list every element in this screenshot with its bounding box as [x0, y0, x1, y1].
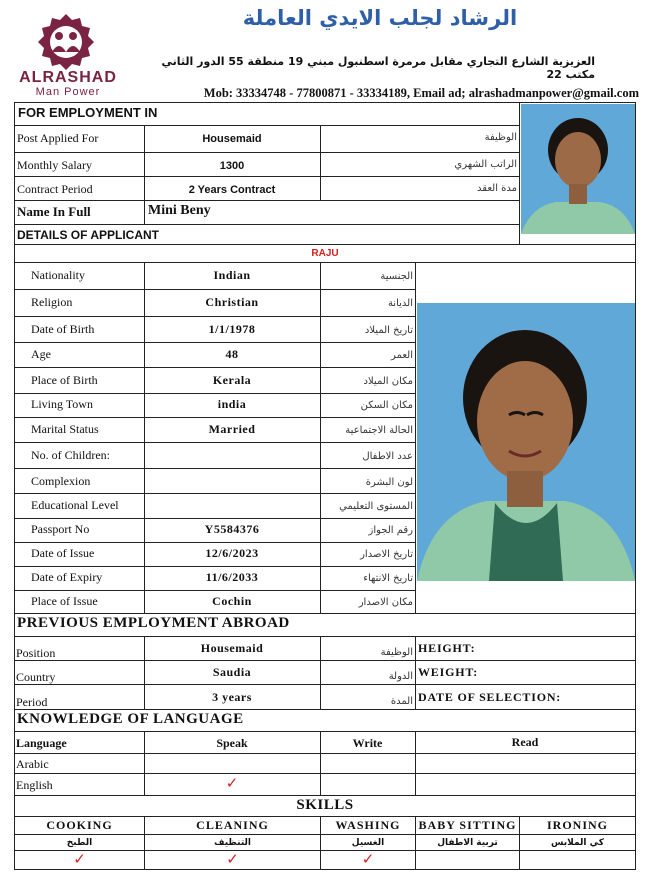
- applicant-row-arabic: مكان الميلاد: [363, 376, 413, 387]
- applicant-row-label: Date of Birth: [31, 322, 95, 336]
- skill-arabic: كي الملابس: [551, 838, 604, 848]
- applicant-row-label: Marital Status: [31, 422, 99, 436]
- applicant-row-arabic: لون البشرة: [365, 477, 413, 488]
- previous-row-right-label: WEIGHT:: [418, 665, 479, 679]
- applicant-row-value: Kerala: [212, 373, 252, 387]
- applicant-row-value: Y5584376: [204, 522, 260, 536]
- applicant-row-label: Complexion: [31, 474, 91, 488]
- employment-row-arabic: الراتب الشهري: [454, 159, 517, 170]
- applicant-row-value: 11/6/2033: [205, 570, 259, 584]
- previous-row-label: Period: [16, 695, 48, 709]
- applicant-row-value: Married: [208, 422, 256, 436]
- applicant-row-value: 12/6/2023: [205, 546, 259, 560]
- applicant-row-arabic: مكان الاصدار: [358, 597, 413, 608]
- brand-subtitle: Man Power: [35, 86, 101, 98]
- skill-mark: ✓: [361, 852, 375, 866]
- applicant-row-value: Cochin: [212, 594, 252, 608]
- applicant-row-value: Indian: [213, 268, 251, 282]
- applicant-row-arabic: تاريخ الاصدار: [360, 549, 413, 560]
- language-row-name: Arabic: [16, 757, 49, 771]
- employment-row-label: Monthly Salary: [17, 158, 92, 172]
- skills-section-title: SKILLS: [296, 798, 354, 812]
- applicant-row-arabic: تاريخ الميلاد: [364, 325, 413, 336]
- name-in-full-label: Name In Full: [17, 205, 91, 219]
- language-header-speak: Speak: [216, 736, 248, 750]
- skill-name: CLEANING: [196, 818, 269, 832]
- applicant-row-value: 1/1/1978: [208, 322, 256, 336]
- applicant-row-arabic: مكان السكن: [360, 400, 413, 411]
- previous-row-value: Saudia: [212, 665, 252, 679]
- language-section-title: KNOWLEDGE OF LANGUAGE: [17, 712, 244, 726]
- previous-row-value: 3 years: [212, 690, 252, 704]
- skill-name: WASHING: [335, 818, 401, 832]
- previous-row-label: Position: [16, 646, 56, 660]
- previous-row-arabic: الوظيفة: [380, 647, 413, 658]
- applicant-photo-small: [521, 104, 635, 234]
- applicant-row-label: Religion: [31, 295, 73, 309]
- skill-name: BABY SITTING: [418, 818, 517, 832]
- language-header-read: Read: [511, 735, 539, 749]
- skill-arabic: الغسيل: [351, 838, 385, 848]
- portrait-large-icon: [417, 303, 635, 581]
- skill-name: IRONING: [546, 818, 608, 832]
- applicant-row-arabic: العمر: [391, 350, 413, 361]
- employment-row-value: 2 Years Contract: [188, 184, 276, 196]
- portrait-small-icon: [521, 104, 635, 234]
- applicant-row-label: Nationality: [31, 268, 85, 282]
- applicant-row-arabic: المستوى التعليمي: [339, 501, 413, 512]
- employment-row-label: Post Applied For: [17, 131, 99, 145]
- applicant-row-value: 48: [225, 347, 239, 361]
- agent-name: RAJU: [311, 248, 339, 259]
- previous-row-right-label: HEIGHT:: [418, 641, 476, 655]
- brand-name: ALRASHAD: [19, 69, 117, 86]
- employment-row-arabic: مدة العقد: [477, 183, 517, 194]
- previous-row-arabic: المدة: [390, 696, 413, 707]
- skill-arabic: التنظيف: [214, 838, 251, 848]
- applicant-row-label: Date of Issue: [31, 546, 95, 560]
- skill-mark: ✓: [226, 852, 239, 866]
- applicant-photo-large: [417, 303, 635, 581]
- language-row-name: English: [16, 778, 53, 792]
- applicant-row-arabic: الجنسية: [380, 271, 413, 282]
- applicant-row-arabic: تاريخ الانتهاء: [363, 573, 413, 584]
- language-header-write: Write: [352, 736, 383, 750]
- applicant-row-label: Place of Birth: [31, 373, 98, 387]
- employment-section-title: FOR EMPLOYMENT IN: [18, 106, 158, 120]
- language-header-language: Language: [16, 736, 67, 750]
- contact-line: Mob: 33334748 - 77800871 - 33334189, Email ad; alrashadmanpower@gmail.com: [203, 86, 639, 100]
- applicant-row-arabic: الديانة: [387, 298, 413, 309]
- applicant-row-arabic: رقم الجواز: [368, 525, 413, 536]
- employment-row-label: Contract Period: [17, 182, 93, 196]
- name-in-full-value: Mini Beny: [148, 204, 211, 218]
- skill-name: COOKING: [46, 818, 113, 832]
- arabic-address: العزيزية الشارع التجاري مقابل مرمرة اسطنبول مبني 19 منطقة 55 الدور الثاني مكتب 22: [161, 55, 595, 81]
- applicant-row-label: Educational Level: [31, 498, 119, 512]
- applicant-row-label: No. of Children:: [31, 448, 110, 462]
- applicant-row-arabic: عدد الاطفال: [362, 451, 413, 462]
- skill-mark: ✓: [73, 852, 86, 866]
- applicant-row-label: Living Town: [31, 397, 93, 411]
- skill-arabic: تربية الاطفال: [437, 838, 498, 848]
- applicant-row-value: india: [217, 397, 247, 411]
- language-row-speak: ✓: [225, 776, 239, 790]
- applicant-row-arabic: الحالة الاجتماعية: [345, 425, 413, 436]
- previous-row-right-label: DATE OF SELECTION:: [418, 690, 562, 704]
- applicant-row-label: Passport No: [31, 522, 90, 536]
- employment-row-value: 1300: [219, 160, 245, 172]
- skill-arabic: الطبخ: [66, 838, 93, 848]
- employment-row-arabic: الوظيفة: [484, 132, 517, 143]
- previous-row-arabic: الدولة: [388, 671, 413, 682]
- arabic-company-title: الرشاد لجلب الايدي العاملة: [242, 6, 518, 30]
- employment-row-value: Housemaid: [202, 133, 262, 145]
- previous-employment-title: PREVIOUS EMPLOYMENT ABROAD: [17, 616, 290, 630]
- previous-row-value: Housemaid: [200, 641, 264, 655]
- applicant-row-label: Age: [31, 347, 51, 361]
- applicant-row-value: Christian: [205, 295, 259, 309]
- previous-row-label: Country: [16, 670, 56, 684]
- applicant-row-label: Date of Expiry: [31, 570, 103, 584]
- applicant-row-label: Place of Issue: [31, 594, 98, 608]
- applicant-section-title: DETAILS OF APPLICANT: [17, 228, 159, 242]
